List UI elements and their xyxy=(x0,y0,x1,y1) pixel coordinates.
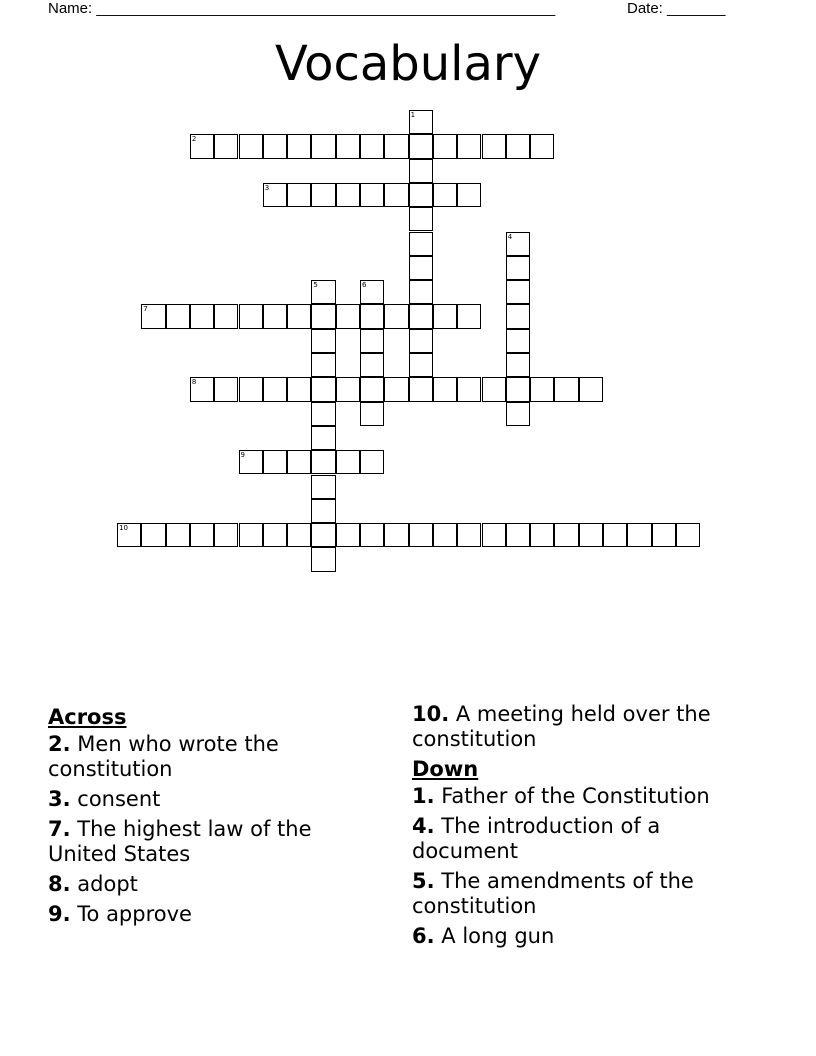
clue-number-6: 6 xyxy=(362,281,367,290)
grid-cell xyxy=(579,377,603,401)
clue-across-3: 3. consent xyxy=(48,787,161,811)
grid-cell xyxy=(263,450,287,474)
grid-cell xyxy=(384,304,408,328)
grid-cell xyxy=(409,183,433,207)
clue-number-2: 2 xyxy=(191,135,197,144)
clue-number-4: 4 xyxy=(507,232,513,241)
grid-cell xyxy=(190,523,214,547)
grid-cell xyxy=(554,523,578,547)
grid-cell xyxy=(457,523,481,547)
grid-cell xyxy=(409,280,433,304)
grid-cell xyxy=(239,523,263,547)
grid-cell xyxy=(311,304,335,328)
grid-cell xyxy=(457,183,481,207)
grid-cell xyxy=(530,523,554,547)
grid-cell xyxy=(263,377,287,401)
grid-cell xyxy=(409,329,433,353)
grid-cell xyxy=(360,523,384,547)
grid-cell xyxy=(457,304,481,328)
clues-left-column xyxy=(48,702,378,932)
grid-cell xyxy=(336,183,360,207)
grid-cell xyxy=(482,377,506,401)
clue-down-5: 5. The amendments of the constitution xyxy=(412,869,694,918)
grid-cell xyxy=(311,402,335,426)
grid-cell xyxy=(409,159,433,183)
grid-cell xyxy=(141,523,165,547)
clue-number-1: 1 xyxy=(410,111,416,119)
grid-cell xyxy=(530,377,554,401)
grid-cell xyxy=(506,256,530,280)
grid-cell xyxy=(214,377,238,401)
clue-across-10: 10. A meeting held over the constitution xyxy=(412,702,711,751)
grid-cell xyxy=(506,377,530,401)
grid-cell xyxy=(360,134,384,158)
grid-cell xyxy=(409,353,433,377)
grid-cell xyxy=(166,304,190,328)
grid-cell xyxy=(239,377,263,401)
grid-cell xyxy=(433,377,457,401)
grid-cell xyxy=(506,523,530,547)
grid-cell xyxy=(287,523,311,547)
grid-cell xyxy=(506,353,530,377)
grid-cell xyxy=(482,523,506,547)
grid-cell xyxy=(409,256,433,280)
grid-cell xyxy=(311,475,335,499)
grid-cell xyxy=(384,523,408,547)
grid-cell xyxy=(433,304,457,328)
down-heading: Down xyxy=(412,757,479,781)
grid-cell xyxy=(287,377,311,401)
grid-cell xyxy=(214,523,238,547)
grid-cell xyxy=(360,304,384,328)
grid-cell xyxy=(263,304,287,328)
grid-cell xyxy=(676,523,700,547)
grid-cell xyxy=(311,499,335,523)
grid-cell xyxy=(384,134,408,158)
grid-cell xyxy=(579,523,603,547)
clue-number-10: 10 xyxy=(119,524,128,533)
grid-cell xyxy=(239,134,263,158)
grid-cell xyxy=(409,523,433,547)
grid-cell xyxy=(311,134,335,158)
grid-cell xyxy=(409,207,433,231)
grid-cell xyxy=(554,377,578,401)
clue-number-7: 7 xyxy=(143,305,148,314)
grid-cell xyxy=(287,450,311,474)
grid-cell xyxy=(263,523,287,547)
grid-cell xyxy=(166,523,190,547)
grid-cell xyxy=(652,523,676,547)
grid-cell xyxy=(214,304,238,328)
grid-cell xyxy=(263,134,287,158)
across-heading: Across xyxy=(48,705,127,729)
grid-cell xyxy=(214,134,238,158)
clue-down-4: 4. The introduction of a document xyxy=(412,814,661,863)
page-title: Vocabulary xyxy=(274,36,542,92)
grid-cell xyxy=(336,450,360,474)
grid-cell xyxy=(336,304,360,328)
grid-cell xyxy=(311,377,335,401)
date-line: Date: _______ xyxy=(627,0,726,17)
grid-cell xyxy=(506,304,530,328)
grid-cell xyxy=(239,304,263,328)
grid-cell xyxy=(336,134,360,158)
grid-cell xyxy=(311,450,335,474)
grid-cell xyxy=(457,377,481,401)
clue-number-3: 3 xyxy=(264,183,270,192)
grid-cell xyxy=(627,523,651,547)
grid-cell xyxy=(360,183,384,207)
grid-cell xyxy=(506,134,530,158)
grid-cell xyxy=(360,402,384,426)
grid-cell xyxy=(433,134,457,158)
grid-cell xyxy=(409,232,433,256)
grid-cell xyxy=(384,377,408,401)
grid-cell xyxy=(360,450,384,474)
clue-across-7: 7. The highest law of the United States xyxy=(48,817,312,866)
grid-cell xyxy=(311,547,335,571)
clue-number-5: 5 xyxy=(313,281,318,290)
grid-cell xyxy=(409,377,433,401)
grid-cell xyxy=(311,353,335,377)
grid-cell xyxy=(482,134,506,158)
grid-cell xyxy=(311,426,335,450)
grid-cell xyxy=(506,402,530,426)
clue-across-9: 9. To approve xyxy=(48,902,192,926)
grid-cell xyxy=(336,377,360,401)
grid-cell xyxy=(287,183,311,207)
grid-cell xyxy=(287,304,311,328)
grid-cell xyxy=(287,134,311,158)
grid-cell xyxy=(360,353,384,377)
grid-cell xyxy=(506,329,530,353)
grid-cell xyxy=(433,523,457,547)
grid-cell xyxy=(384,183,408,207)
grid-cell xyxy=(190,304,214,328)
grid-cell xyxy=(311,329,335,353)
clue-number-8: 8 xyxy=(191,378,197,387)
clue-across-2: 2. Men who wrote the constitution xyxy=(48,732,279,781)
grid-cell xyxy=(409,134,433,158)
grid-cell xyxy=(409,304,433,328)
clue-down-6: 6. A long gun xyxy=(412,924,555,948)
grid-cell xyxy=(336,523,360,547)
grid-cell xyxy=(506,280,530,304)
grid-cell xyxy=(433,183,457,207)
grid-cell xyxy=(360,377,384,401)
clue-number-9: 9 xyxy=(240,451,245,460)
grid-cell xyxy=(311,183,335,207)
grid-cell xyxy=(457,134,481,158)
grid-cell xyxy=(530,134,554,158)
clue-across-8: 8. adopt xyxy=(48,872,138,896)
grid-cell xyxy=(311,523,335,547)
grid-cell xyxy=(360,329,384,353)
name-line: Name: _______________________________________________________ xyxy=(48,0,556,17)
clue-down-1: 1. Father of the Constitution xyxy=(412,784,710,808)
grid-cell xyxy=(603,523,627,547)
clues-right-column xyxy=(412,702,762,954)
